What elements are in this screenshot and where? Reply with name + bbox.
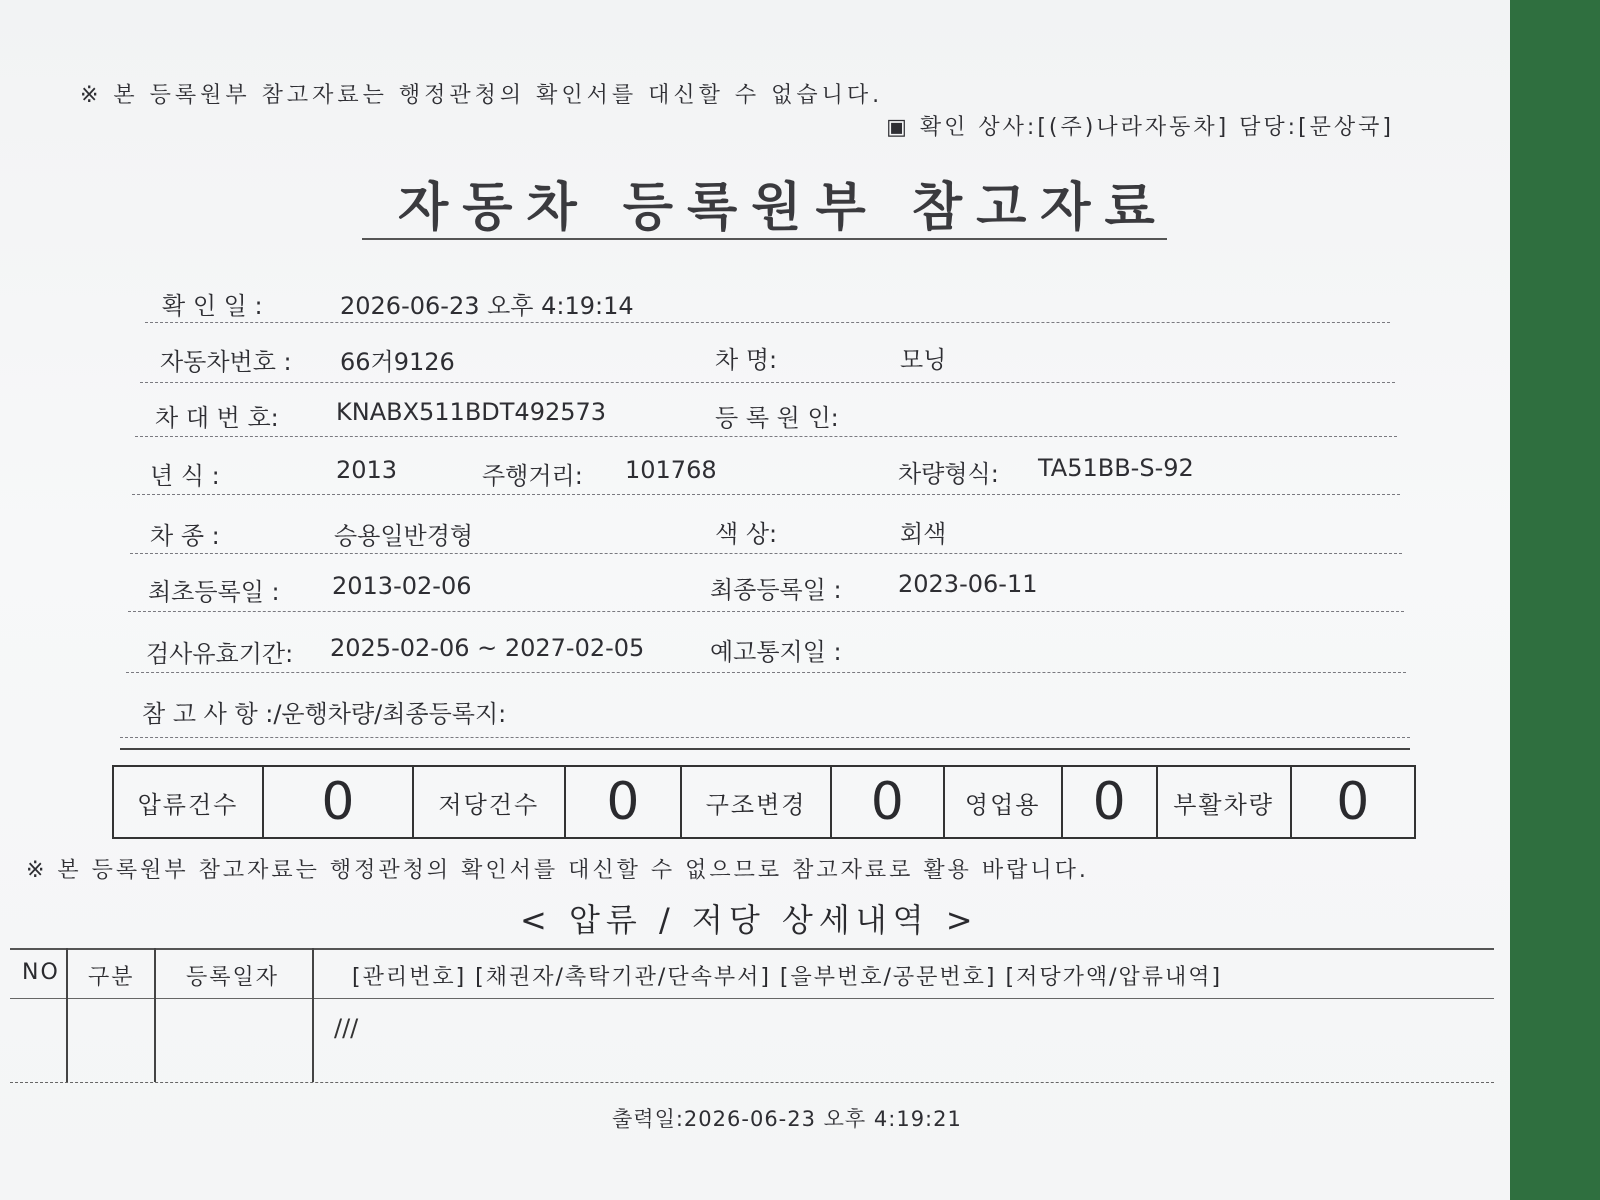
table-top-rule — [10, 948, 1494, 950]
notice-date-label: 예고통지일 : — [710, 638, 842, 666]
inspection-value: 2025-02-06 ~ 2027-02-05 — [330, 634, 645, 662]
mortgage-count-label: 저당건수 — [414, 767, 566, 837]
last-reg-value: 2023-06-11 — [898, 570, 1038, 598]
revived-vehicle-value: 0 — [1336, 772, 1370, 832]
table-row-details: /// — [334, 1014, 359, 1042]
first-reg-value: 2013-02-06 — [332, 572, 472, 600]
revived-vehicle-label: 부활차량 — [1158, 767, 1292, 837]
mileage-label: 주행거리: — [482, 462, 583, 490]
structure-change-value: 0 — [832, 767, 944, 837]
color-label: 색 상: — [715, 520, 778, 548]
detail-table — [10, 948, 1494, 1083]
structure-change-label: 구조변경 — [682, 767, 832, 837]
last-reg-label: 최종등록일 : — [710, 576, 842, 604]
commercial-use-label: 영업용 — [945, 767, 1063, 837]
bottom-notice: ※ 본 등록원부 참고자료는 행정관청의 확인서를 대신할 수 없으므로 참고자료로 활용 바랍니다. — [26, 858, 1089, 883]
document-title: 자동차 등록원부 참고자료 — [398, 178, 1169, 238]
inspection-label: 검사유효기간: — [146, 640, 294, 668]
column-divider — [66, 948, 68, 1082]
top-notice: ※ 본 등록원부 참고자료는 행정관청의 확인서를 대신할 수 없습니다. — [80, 83, 884, 108]
vehicle-type-value: TA51BB-S-92 — [1038, 454, 1194, 482]
confirm-dealer-line: ▣ 확인 상사:[(주)나라자동차] 담당:[문상국] — [886, 115, 1394, 140]
title-underline — [362, 238, 1167, 240]
row-divider — [130, 553, 1402, 554]
mortgage-count-value: 0 — [566, 767, 682, 837]
col-header-reg-date: 등록일자 — [186, 965, 280, 990]
check-date-value: 2026-06-23 오후 4:19:14 — [340, 292, 634, 320]
col-header-category: 구분 — [88, 965, 135, 990]
row-divider — [128, 611, 1404, 612]
plate-value: 66거9126 — [340, 348, 455, 376]
detail-section-title: < 압류 / 저당 상세내역 > — [520, 901, 979, 939]
vehicle-type-label: 차량형식: — [898, 460, 999, 488]
table-bottom-rule — [10, 1082, 1494, 1083]
commercial-use-value: 0 — [1063, 767, 1158, 837]
vin-value: KNABX511BDT492573 — [336, 398, 607, 426]
reference-label: 참 고 사 항 :/운행차량/최종등록지: — [142, 700, 507, 728]
column-divider — [154, 948, 156, 1082]
plate-label: 자동차번호 : — [160, 348, 292, 376]
seizure-count-label: 압류건수 — [114, 767, 264, 837]
model-year-value: 2013 — [336, 456, 398, 484]
reg-cause-label: 등 록 원 인: — [715, 404, 839, 432]
first-reg-label: 최초등록일 : — [148, 578, 280, 606]
col-header-details: [관리번호] [채권자/촉탁기관/단속부서] [을부번호/공문번호] [저당가액/압류내역] — [352, 965, 1223, 990]
car-class-label: 차 종 : — [150, 522, 220, 550]
car-class-value: 승용일반경형 — [334, 522, 474, 550]
row-divider — [120, 737, 1410, 738]
counts-table — [112, 765, 1416, 839]
check-date-label: 확 인 일 : — [162, 292, 263, 320]
row-divider — [126, 672, 1406, 673]
section-rule — [120, 748, 1410, 750]
row-divider — [145, 322, 1390, 323]
seizure-count-value: 0 — [264, 767, 414, 837]
row-divider — [135, 436, 1397, 437]
mileage-value: 101768 — [625, 456, 717, 484]
model-year-label: 년 식 : — [150, 462, 220, 490]
car-name-value: 모닝 — [900, 346, 947, 374]
car-name-label: 차 명: — [715, 346, 778, 374]
column-divider — [312, 948, 314, 1082]
row-divider — [132, 494, 1400, 495]
vin-label: 차 대 번 호: — [155, 404, 279, 432]
color-value: 회색 — [900, 520, 947, 548]
printed-date: 출력일:2026-06-23 오후 4:19:21 — [612, 1107, 962, 1131]
row-divider — [140, 382, 1395, 383]
col-header-no: NO — [22, 960, 60, 985]
table-header-rule — [10, 998, 1494, 999]
